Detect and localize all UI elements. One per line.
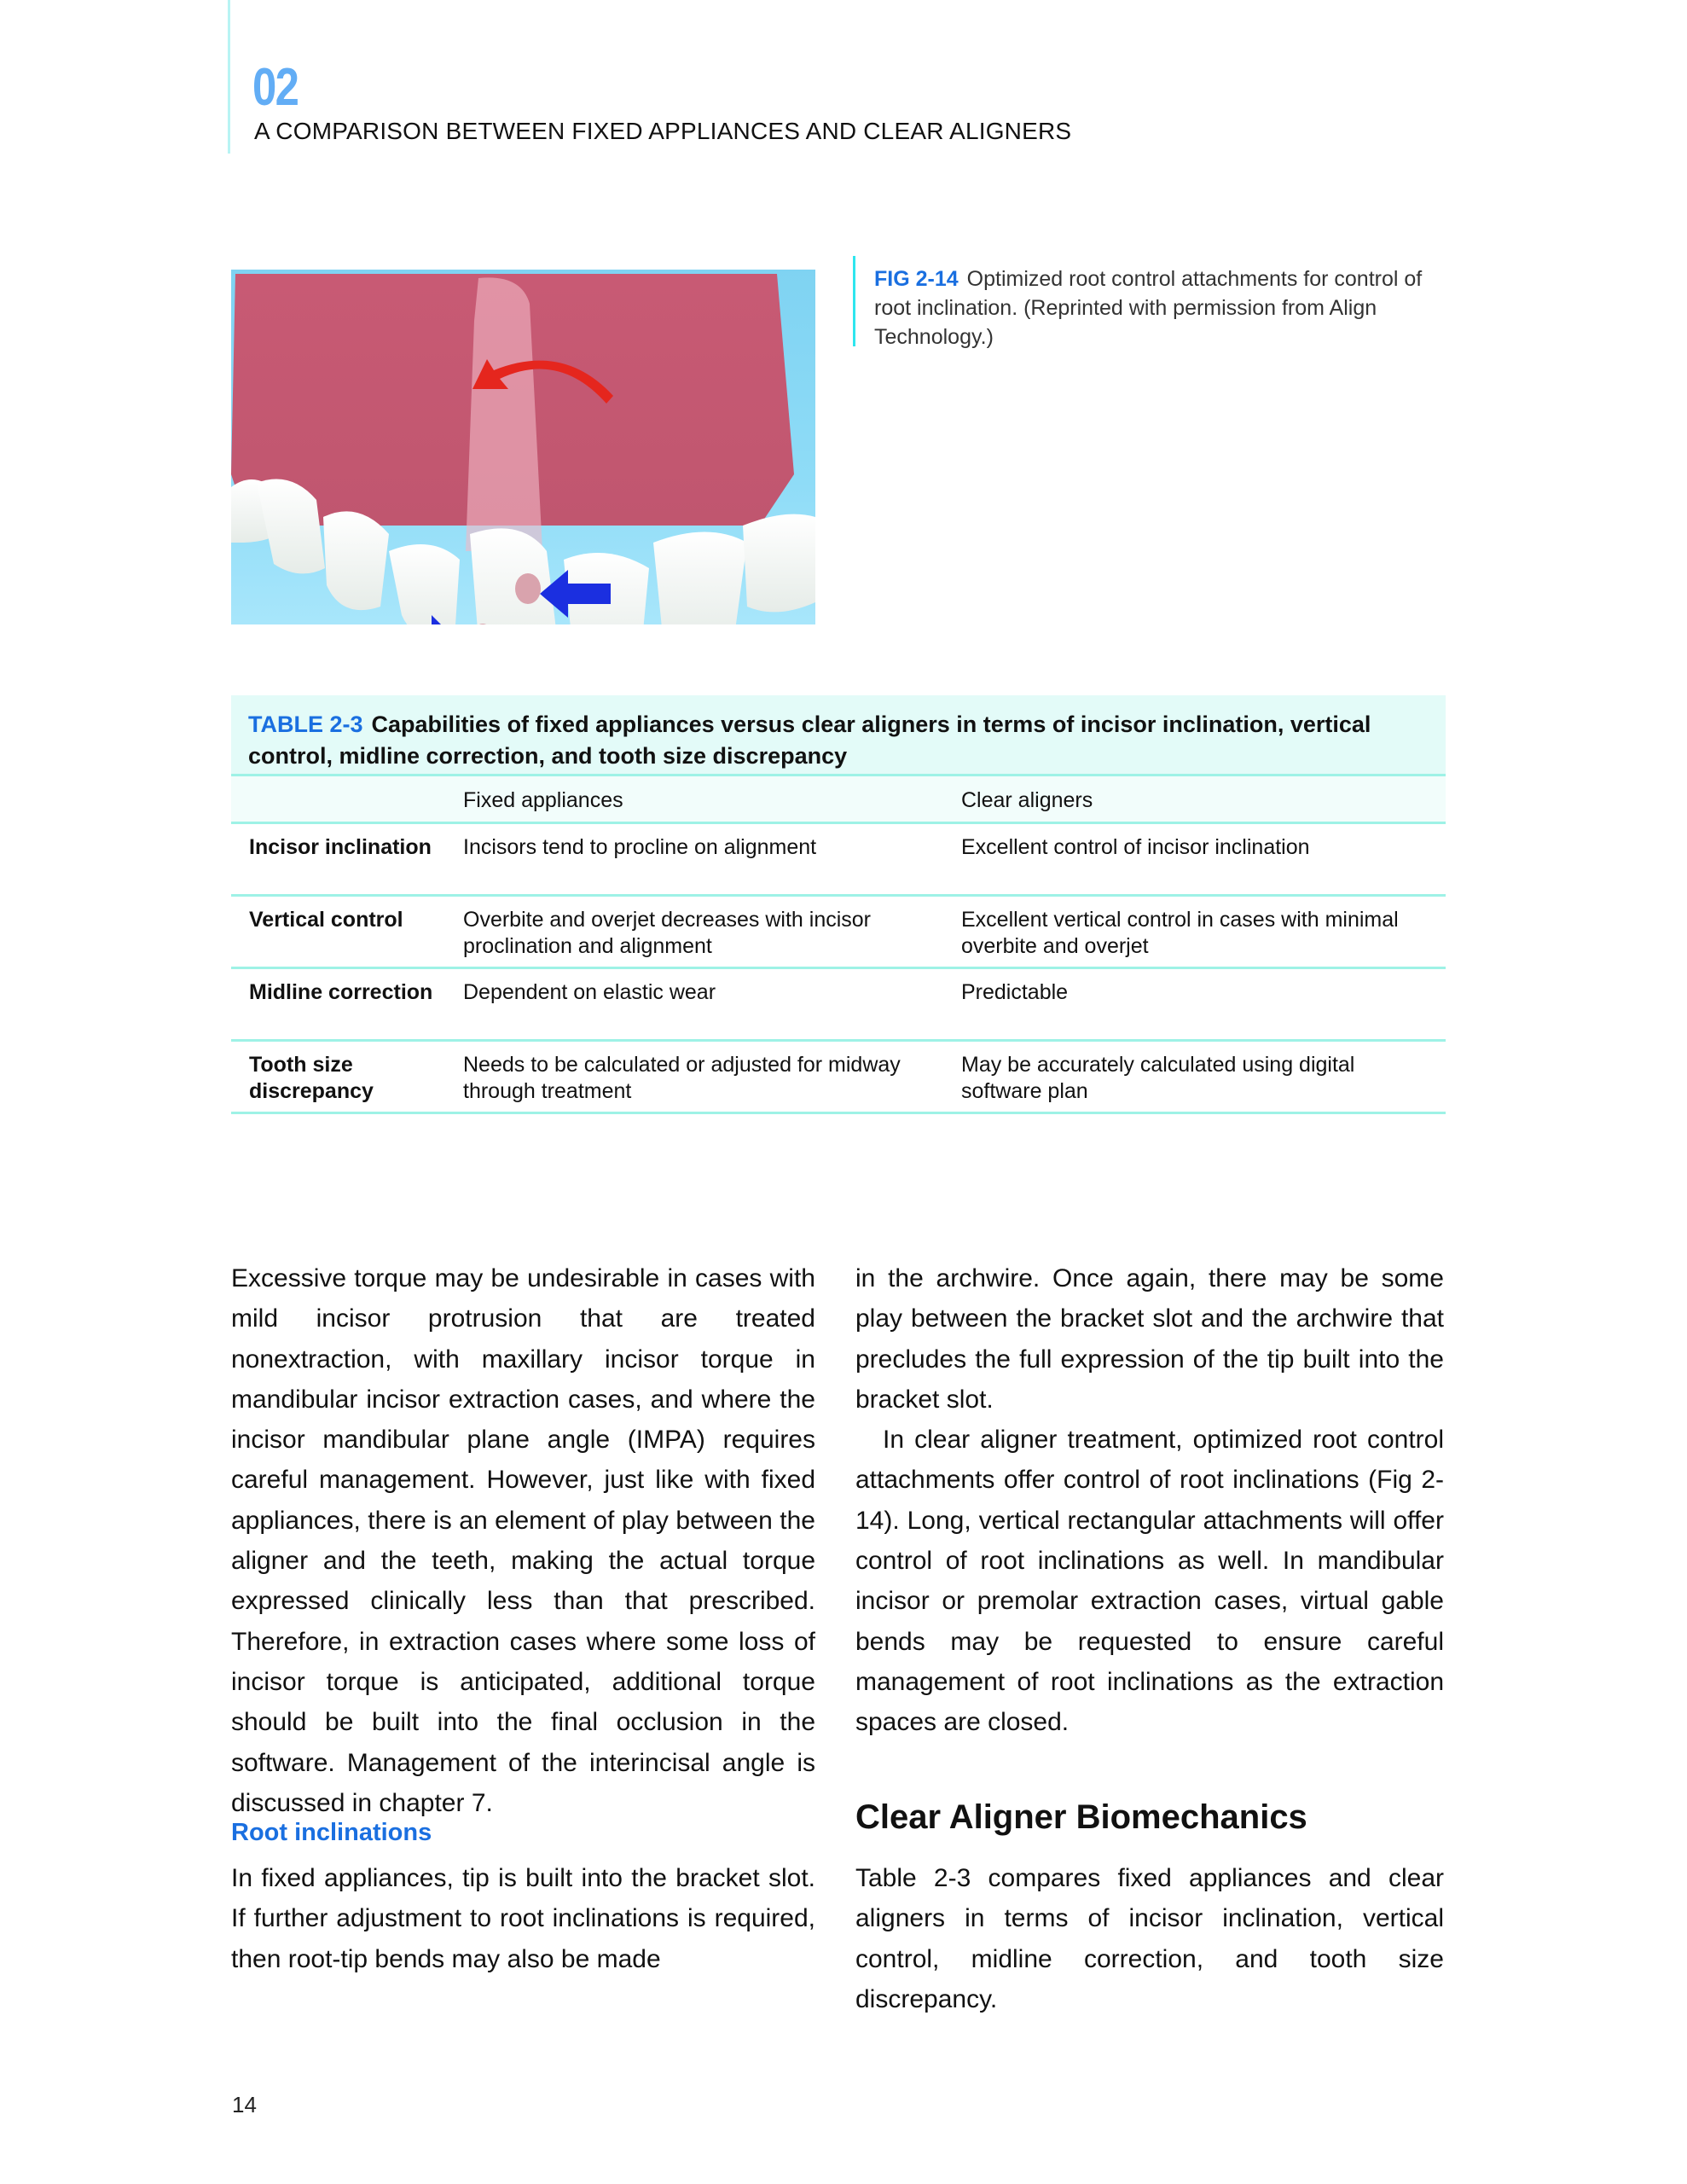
- teeth-illustration: [231, 270, 815, 624]
- body-left-column: [231, 1258, 815, 1823]
- figure-caption-text: Optimized root control attachments for control of root inclination. (Reprinted with permission from Align Technology.): [874, 267, 1423, 349]
- caption-accent-bar: [853, 256, 855, 346]
- column-header-fixed: Fixed appliances: [463, 788, 623, 812]
- paragraph: in the archwire. Once again, there may be some play between the bracket slot and the archwire that precludes the full expression of the tip built into the bracket slot.: [855, 1264, 1444, 1414]
- figure-2-14-image: [231, 270, 815, 624]
- tooth-with-attachments: [470, 528, 559, 624]
- table-title-text: Capabilities of fixed appliances versus clear aligners in terms of incisor inclination, vertical control, midline correction, and tooth size discrepancy: [248, 712, 1371, 769]
- table-row: [231, 1042, 1446, 1114]
- row-label: Incisor inclination: [249, 835, 432, 859]
- row-label: Vertical control: [249, 908, 403, 932]
- body-left-column-continued: [231, 1858, 815, 1979]
- table-row: [231, 897, 1446, 969]
- cell-fixed: Overbite and overjet decreases with incisor proclination and alignment: [463, 908, 872, 958]
- chapter-title: A COMPARISON BETWEEN FIXED APPLIANCES AND CLEAR ALIGNERS: [254, 118, 1072, 144]
- row-label: Midline correction: [249, 980, 433, 1004]
- table-row: [231, 824, 1446, 897]
- cell-aligners: May be accurately calculated using digital software plan: [961, 1053, 1355, 1103]
- table-row: [231, 969, 1446, 1042]
- section-heading: Clear Aligner Biomechanics: [855, 1798, 1307, 1836]
- figure-label: FIG 2-14: [874, 267, 959, 291]
- tooth: [323, 511, 389, 610]
- page-number: 14: [232, 2092, 257, 2117]
- paragraph: Table 2-3 compares fixed appliances and clear aligners in terms of incisor inclination, vertical control, midline correction, and tooth size discrepancy.: [855, 1864, 1444, 2013]
- table-title: [231, 695, 1446, 776]
- root-control-attachment: [515, 573, 541, 604]
- subheading-root-inclinations: Root inclinations: [231, 1819, 432, 1846]
- column-header-aligners: Clear aligners: [961, 788, 1093, 812]
- figure-caption: [874, 264, 1454, 351]
- chapter-number: 02: [252, 58, 299, 117]
- cell-aligners: Excellent vertical control in cases with minimal overbite and overjet: [961, 908, 1399, 958]
- tooth: [653, 532, 747, 625]
- comparison-table: [231, 695, 1446, 1114]
- cell-fixed: Dependent on elastic wear: [463, 980, 716, 1004]
- table-label: TABLE 2-3: [248, 712, 363, 737]
- table-header-row: [231, 776, 1446, 824]
- paragraph: Excessive torque may be undesirable in cases with mild incisor protrusion that are treated nonextraction, with maxillary incisor torque in mandibular incisor extraction cases, and where the incisor mandibular plane angle (IMPA) requires careful management. However, just like with fixed appliances, there is an element of play between the aligner and the teeth, making the actual torque expressed clinically less than that prescribed. Therefore, in extraction cases where some loss of incisor torque is anticipated, additional torque should be built into the final occlusion in the software. Management of the interincisal angle is discussed in chapter 7.: [231, 1264, 815, 1817]
- body-right-column-continued: [855, 1858, 1444, 2019]
- cell-aligners: Predictable: [961, 980, 1069, 1004]
- cell-aligners: Excellent control of incisor inclination: [961, 835, 1310, 859]
- header-accent-bar: [228, 0, 230, 154]
- row-label: Tooth size discrepancy: [249, 1053, 374, 1103]
- paragraph: In fixed appliances, tip is built into the bracket slot. If further adjustment to root inclinations is required, then root-tip bends may also be made: [231, 1864, 815, 1973]
- tooth: [389, 544, 460, 624]
- tooth: [743, 514, 815, 613]
- cell-fixed: Incisors tend to procline on alignment: [463, 835, 817, 859]
- body-right-column: [855, 1258, 1444, 1743]
- cell-fixed: Needs to be calculated or adjusted for midway through treatment: [463, 1053, 901, 1103]
- paragraph: In clear aligner treatment, optimized root control attachments offer control of root inclinations (Fig 2-14). Long, vertical rectangular attachments will offer control of root inclinations as well. In mandibular incisor or premolar extraction cases, virtual gable bends may be requested to ensure careful management of root inclinations as the extraction spaces are closed.: [855, 1426, 1444, 1737]
